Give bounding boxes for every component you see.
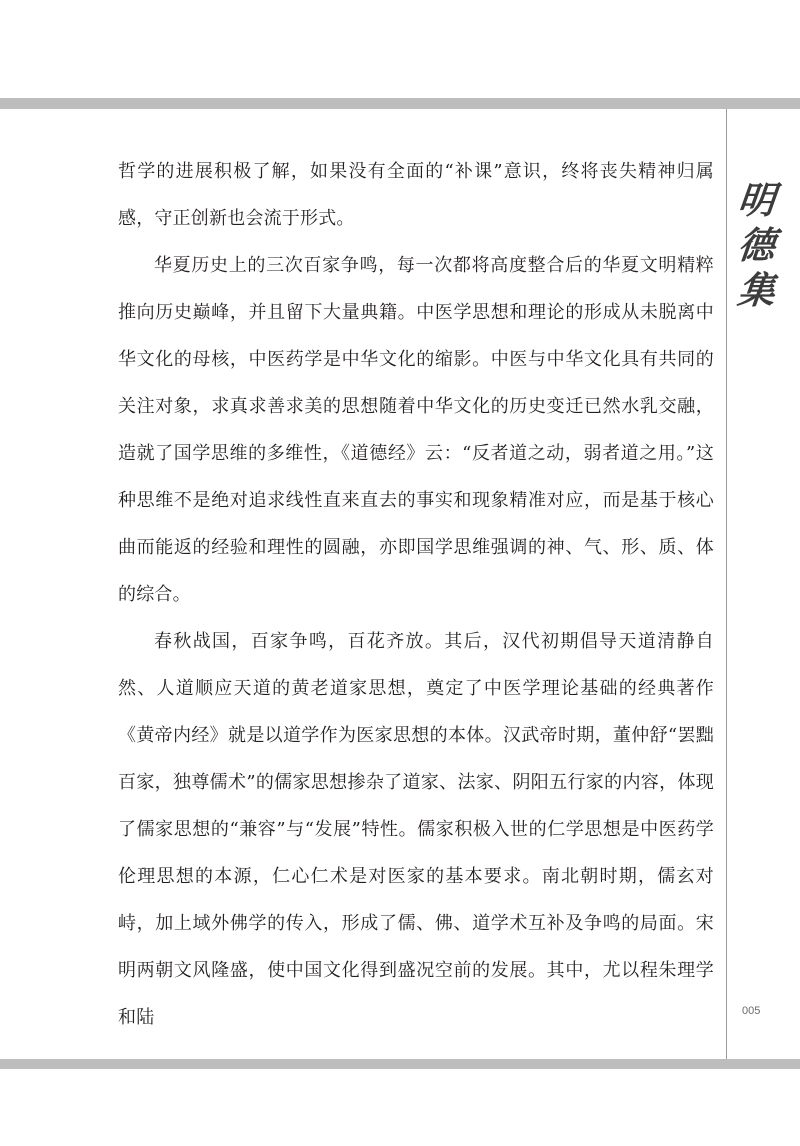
side-title-char: 德 [735,223,777,267]
side-title-char: 集 [735,268,777,312]
side-divider [726,109,727,1059]
top-rule [0,98,800,109]
body-text [118,148,714,1041]
paragraph: 华夏历史上的三次百家争鸣，每一次都将高度整合后的华夏文明精粹推向历史巅峰，并且留下大量典籍。中医学思想和理论的形成从未脱离中华文化的母核，中医药学是中华文化的缩影。中医与中华文化具有共同的关注对象，求真求善求美的思想随着中华文化的历史变迁已然水乳交融，造就了国学思维的多维性，《道德经》云：“反者道之动，弱者道之用。”这种思维不是绝对追求线性直来直去的事实和现象精准对应，而是基于核心曲而能返的经验和理性的圆融，亦即国学思维强调的神、气、形、质、体的综合。 [118,255,714,605]
paragraph: 哲学的进展积极了解，如果没有全面的“补课”意识，终将丧失精神归属感，守正创新也会流于形式。 [118,161,714,229]
bottom-rule [0,1059,800,1069]
side-title-char: 明 [735,178,777,222]
page-number: 005 [742,1005,761,1017]
paragraph: 春秋战国，百家争鸣，百花齐放。其后，汉代初期倡导天道清静自然、人道顺应天道的黄老道家思想，奠定了中医学理论基础的经典著作《黄帝内经》就是以道学作为医家思想的本体。汉武帝时期，董仲舒“罢黜百家，独尊儒术”的儒家思想掺杂了道家、法家、阴阳五行家的内容，体现了儒家思想的“兼容”与“发展”特性。儒家积极入世的仁学思想是中医药学伦理思想的本源，仁心仁术是对医家的基本要求。南北朝时期，儒玄对峙，加上域外佛学的传入，形成了儒、佛、道学术互补及争鸣的局面。宋明两朝文风隆盛，使中国文化得到盛况空前的发展。其中，尤以程朱理学和陆 [118,631,714,1028]
side-title-logo [736,178,776,313]
